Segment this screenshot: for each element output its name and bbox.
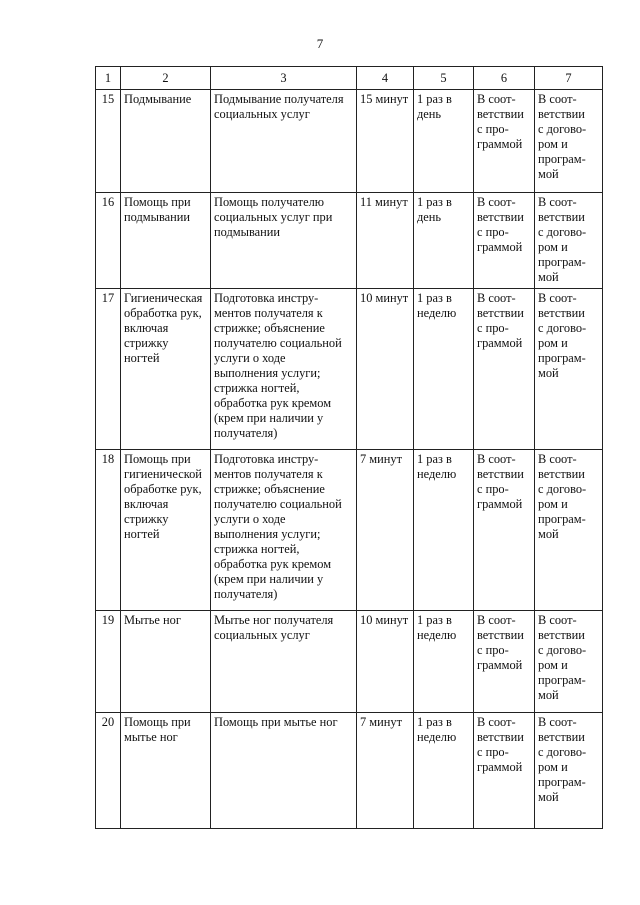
column-header: 2 (121, 67, 211, 90)
service-name: Гигиеническая обработка рук, включая стрижку ногтей (121, 289, 211, 450)
row-number: 18 (96, 450, 121, 611)
service-time: 7 минут (357, 713, 414, 829)
column-header: 6 (474, 67, 535, 90)
service-description: Мытье ног получателя социальных услуг (211, 611, 357, 713)
column-header: 1 (96, 67, 121, 90)
table-row (96, 90, 603, 193)
column-header: 7 (535, 67, 603, 90)
service-volume: В соот- ветствии с про- граммой (474, 90, 535, 193)
service-frequency: 1 раз в неделю (414, 289, 474, 450)
service-frequency: 1 раз в неделю (414, 713, 474, 829)
service-name: Мытье ног (121, 611, 211, 713)
service-frequency: 1 раз в неделю (414, 450, 474, 611)
service-name: Помощь при подмывании (121, 193, 211, 289)
table-row (96, 713, 603, 829)
service-description: Подготовка инстру- ментов получателя к стрижке; объяснение получателю социальной услуги о ходе выполнения услуги; стрижка ногтей, обработка рук кремом (крем при наличии у получателя) (211, 450, 357, 611)
service-time: 10 минут (357, 611, 414, 713)
service-conditions: В соот- ветствии с догово- ром и програм- мой (535, 90, 603, 193)
service-time: 10 минут (357, 289, 414, 450)
service-time: 7 минут (357, 450, 414, 611)
row-number: 20 (96, 713, 121, 829)
row-number: 16 (96, 193, 121, 289)
service-frequency: 1 раз в неделю (414, 611, 474, 713)
row-number: 17 (96, 289, 121, 450)
service-conditions: В соот- ветствии с догово- ром и програм- мой (535, 289, 603, 450)
table-row (96, 193, 603, 289)
service-frequency: 1 раз в день (414, 90, 474, 193)
service-name: Помощь при гигиенической обработке рук, включая стрижку ногтей (121, 450, 211, 611)
service-name: Подмывание (121, 90, 211, 193)
service-conditions: В соот- ветствии с догово- ром и програм- мой (535, 713, 603, 829)
service-name: Помощь при мытье ног (121, 713, 211, 829)
service-description: Подмывание получателя социальных услуг (211, 90, 357, 193)
column-header: 4 (357, 67, 414, 90)
service-conditions: В соот- ветствии с догово- ром и програм- мой (535, 450, 603, 611)
service-conditions: В соот- ветствии с догово- ром и програм- мой (535, 193, 603, 289)
column-header: 5 (414, 67, 474, 90)
service-time: 15 минут (357, 90, 414, 193)
page-number: 7 (316, 36, 324, 51)
service-volume: В соот- ветствии с про- граммой (474, 289, 535, 450)
row-number: 15 (96, 90, 121, 193)
row-number: 19 (96, 611, 121, 713)
service-volume: В соот- ветствии с про- граммой (474, 450, 535, 611)
table-row (96, 450, 603, 611)
table-row (96, 611, 603, 713)
services-table (95, 66, 603, 829)
service-volume: В соот- ветствии с про- граммой (474, 193, 535, 289)
table-row (96, 289, 603, 450)
service-frequency: 1 раз в день (414, 193, 474, 289)
service-time: 11 минут (357, 193, 414, 289)
service-volume: В соот- ветствии с про- граммой (474, 611, 535, 713)
service-description: Помощь получателю социальных услуг при подмывании (211, 193, 357, 289)
header-row (96, 67, 603, 90)
service-description: Помощь при мытье ног (211, 713, 357, 829)
column-header: 3 (211, 67, 357, 90)
service-description: Подготовка инстру- ментов получателя к стрижке; объяснение получателю социальной услуги о ходе выполнения услуги; стрижка ногтей, обработка рук кремом (крем при наличии у получателя) (211, 289, 357, 450)
service-volume: В соот- ветствии с про- граммой (474, 713, 535, 829)
service-conditions: В соот- ветствии с догово- ром и програм- мой (535, 611, 603, 713)
